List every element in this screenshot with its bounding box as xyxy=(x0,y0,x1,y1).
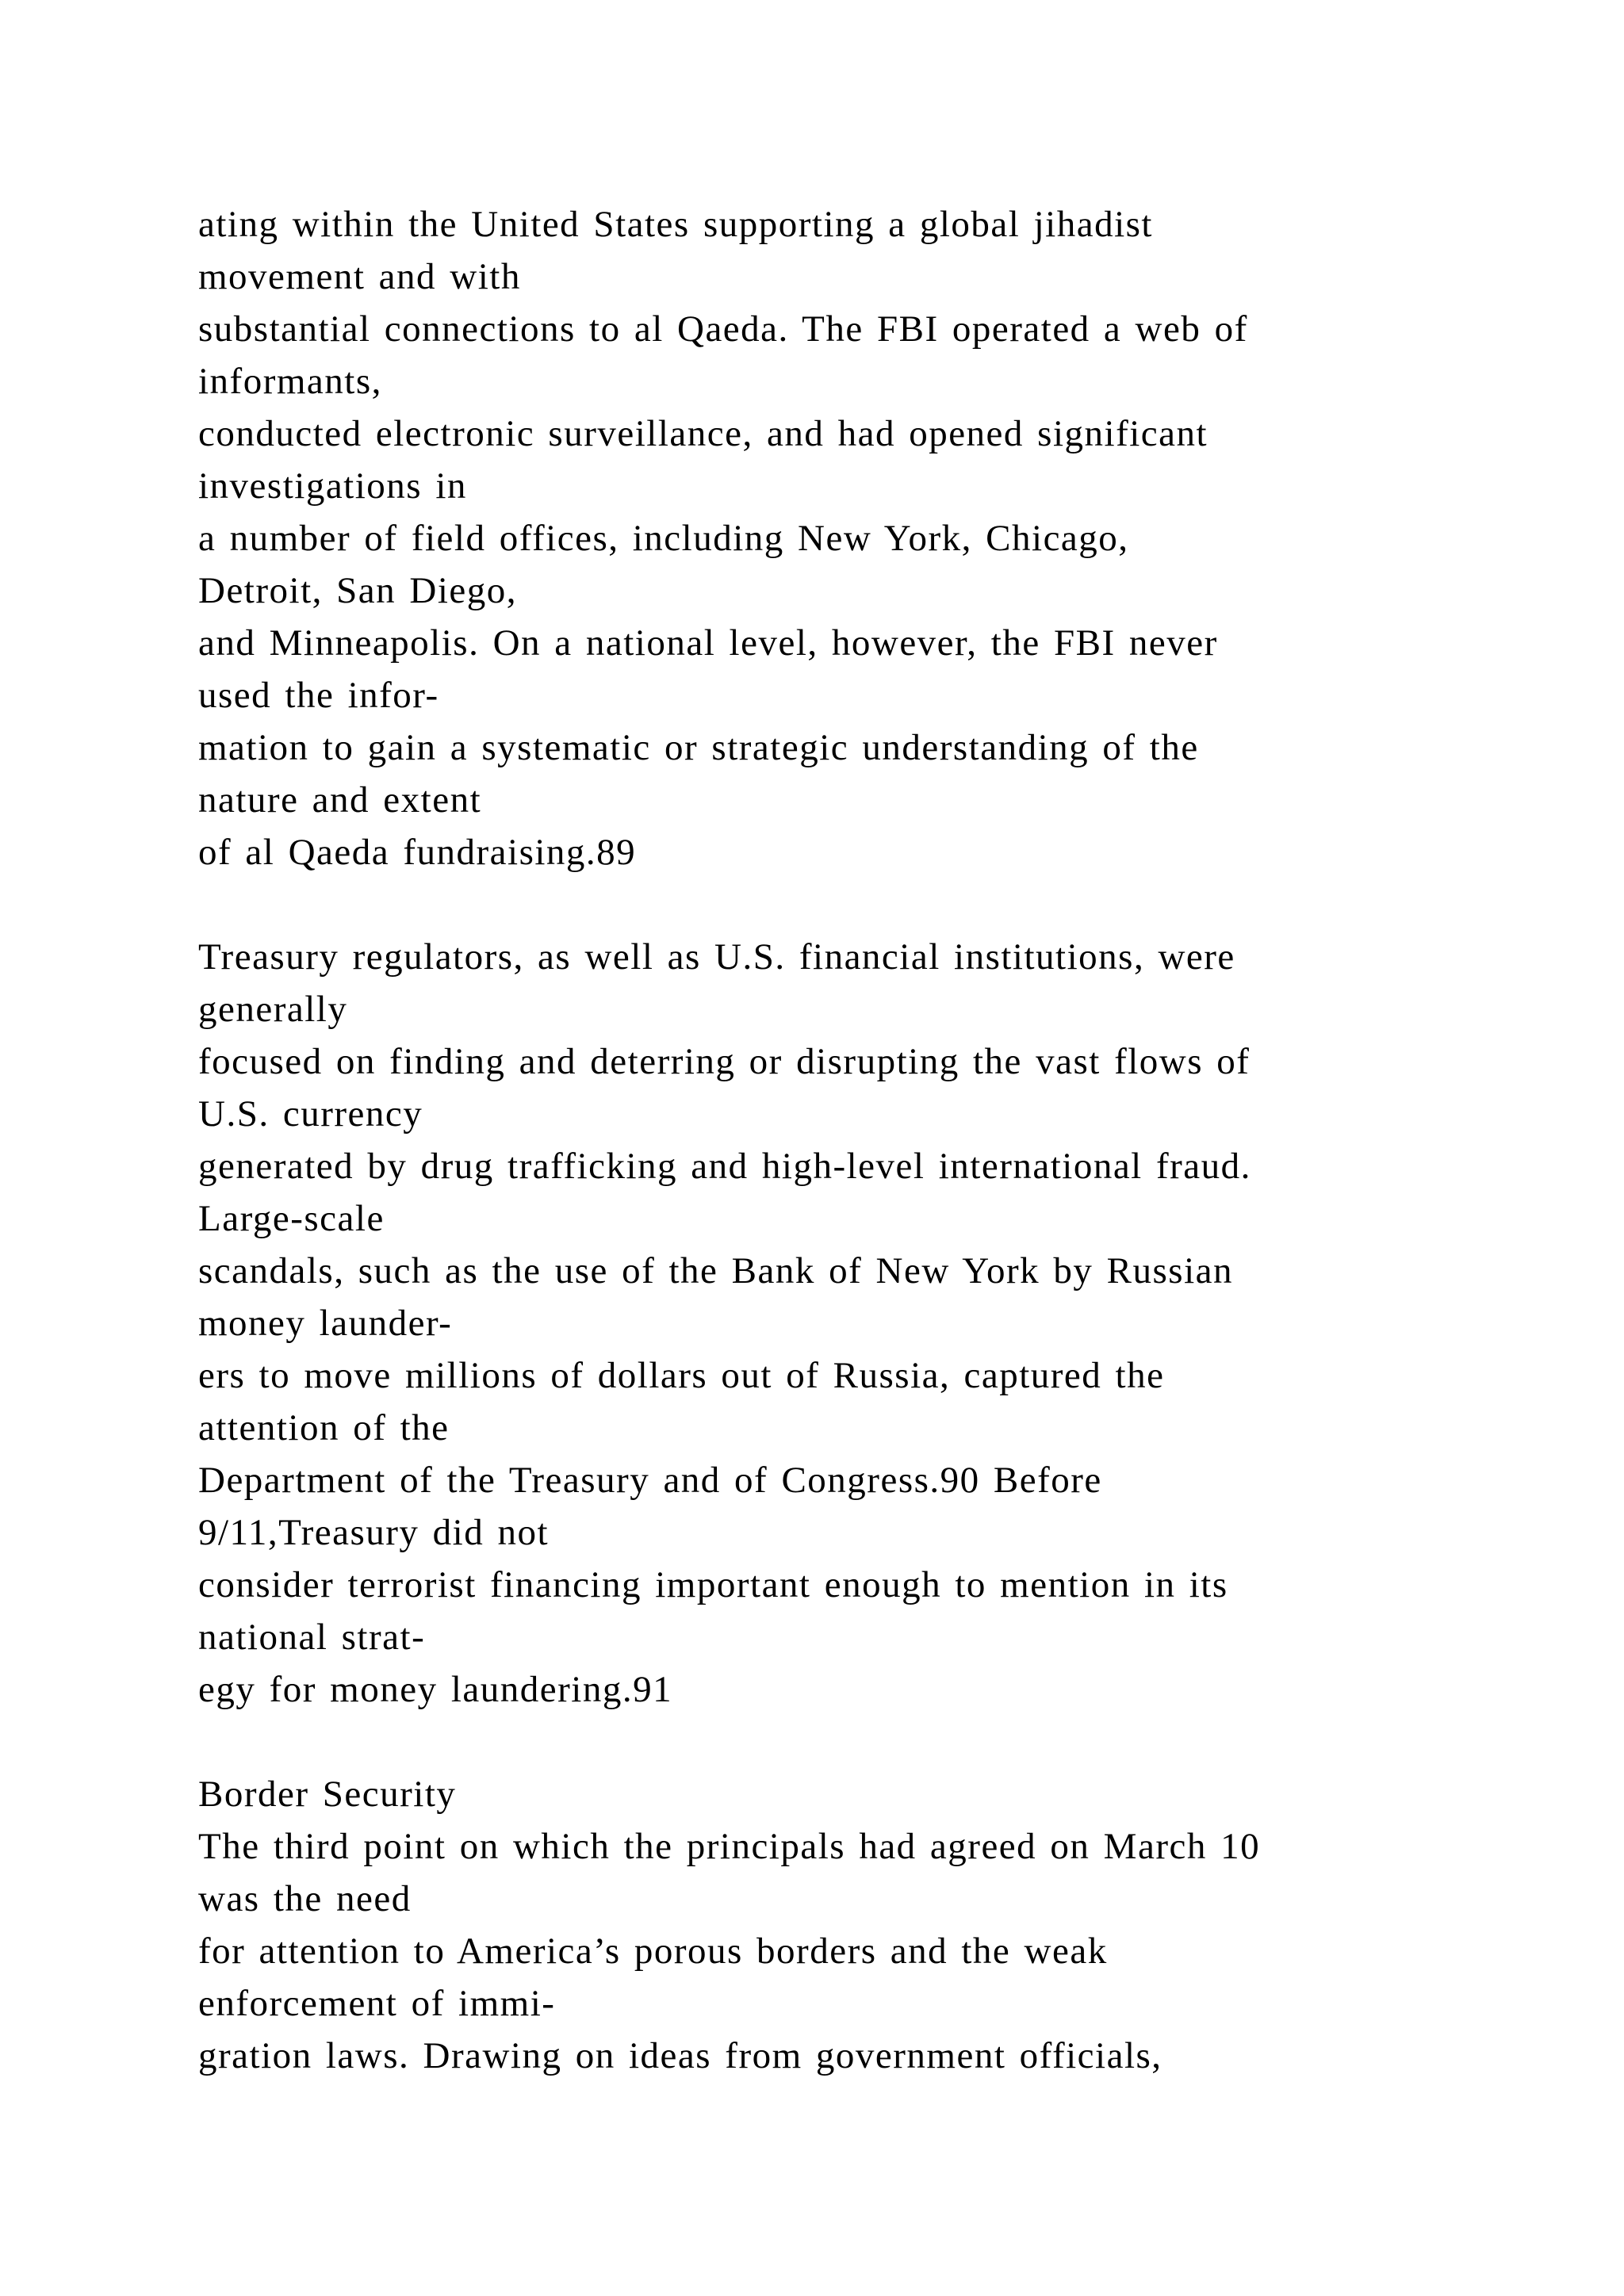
text-line: movement and with xyxy=(198,256,521,297)
text-line: attention of the xyxy=(198,1407,450,1448)
text-line: of al Qaeda fundraising.89 xyxy=(198,832,637,873)
paragraph-gap xyxy=(198,1716,1499,1768)
paragraph-treasury xyxy=(198,931,1499,1716)
text-line: generated by drug trafficking and high-level international fraud. xyxy=(198,1146,1251,1187)
text-line: Department of the Treasury and of Congress.90 Before xyxy=(198,1460,1102,1501)
text-line: 9/11,Treasury did not xyxy=(198,1512,550,1553)
text-line: Detroit, San Diego, xyxy=(198,570,517,611)
text-line: U.S. currency xyxy=(198,1093,423,1135)
paragraph-fbi xyxy=(198,198,1499,878)
text-line: national strat- xyxy=(198,1617,426,1658)
text-line: ating within the United States supporting a global jihadist xyxy=(198,204,1153,245)
text-line: conducted electronic surveillance, and had opened significant xyxy=(198,413,1208,454)
paragraph-border-security xyxy=(198,1768,1499,2082)
text-line: and Minneapolis. On a national level, however, the FBI never xyxy=(198,622,1218,664)
text-line: focused on finding and deterring or disrupting the vast flows of xyxy=(198,1041,1251,1082)
text-line: for attention to America’s porous borders and the weak xyxy=(198,1931,1108,1972)
section-heading: Border Security xyxy=(198,1774,457,1815)
text-line: informants, xyxy=(198,361,382,402)
text-line: consider terrorist financing important enough to mention in its xyxy=(198,1564,1228,1605)
paragraph-gap xyxy=(198,878,1499,931)
text-line: ers to move millions of dollars out of Russia, captured the xyxy=(198,1355,1165,1396)
text-line: substantial connections to al Qaeda. The FBI operated a web of xyxy=(198,308,1248,350)
text-line: egy for money laundering.91 xyxy=(198,1669,673,1710)
text-line: generally xyxy=(198,989,348,1030)
text-line: gration laws. Drawing on ideas from government officials, xyxy=(198,2035,1162,2076)
text-line: mation to gain a systematic or strategic understanding of the xyxy=(198,727,1199,768)
text-line: nature and extent xyxy=(198,779,482,821)
text-line: used the infor- xyxy=(198,675,439,716)
text-line: was the need xyxy=(198,1878,412,1919)
text-line: Large-scale xyxy=(198,1198,385,1239)
text-line: scandals, such as the use of the Bank of New York by Russian xyxy=(198,1250,1234,1292)
text-line: money launder- xyxy=(198,1303,453,1344)
text-line: a number of field offices, including New York, Chicago, xyxy=(198,518,1129,559)
document-page xyxy=(198,198,1499,2082)
text-line: enforcement of immi- xyxy=(198,1983,556,2024)
text-line: The third point on which the principals had agreed on March 10 xyxy=(198,1826,1261,1867)
text-line: investigations in xyxy=(198,465,467,507)
text-line: Treasury regulators, as well as U.S. financial institutions, were xyxy=(198,936,1235,978)
